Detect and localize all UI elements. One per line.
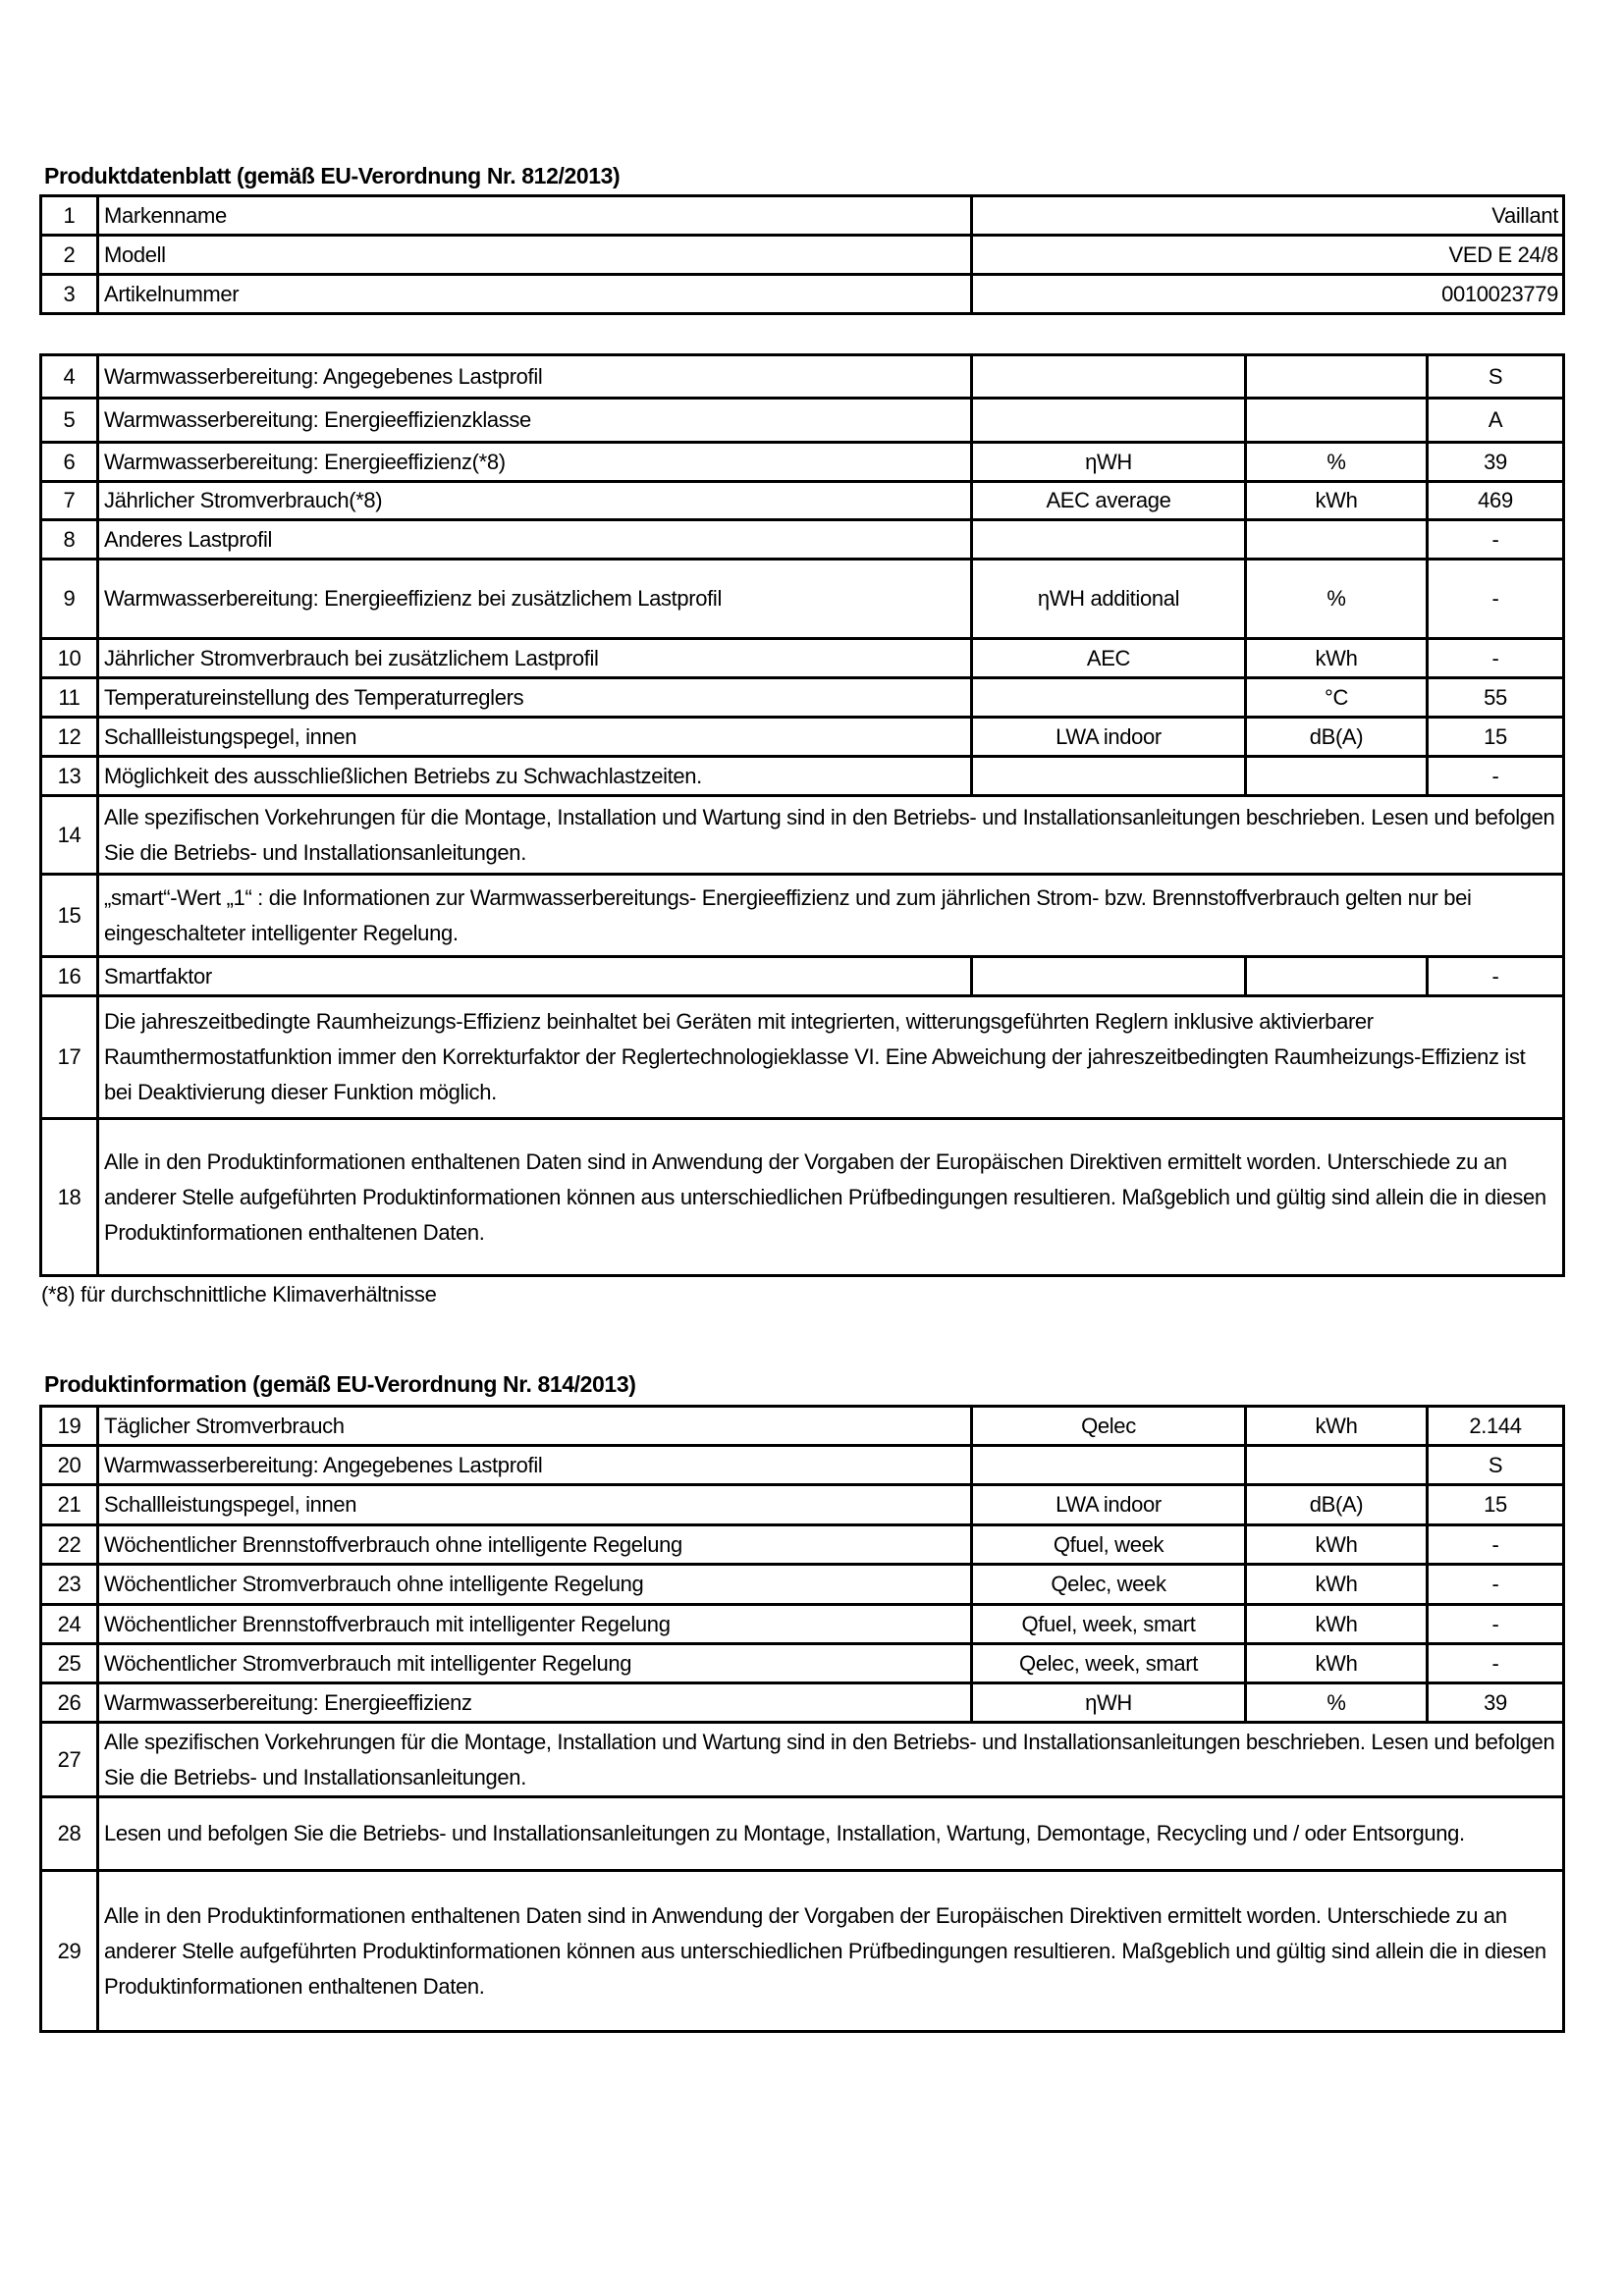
row-unit: kWh bbox=[1246, 1407, 1428, 1446]
row-symbol: ηWH bbox=[972, 1683, 1246, 1723]
row-unit: % bbox=[1246, 560, 1428, 639]
row-number: 1 bbox=[41, 196, 98, 236]
row-number: 2 bbox=[41, 236, 98, 275]
row-label: Temperatureinstellung des Temperaturreglers bbox=[98, 678, 972, 718]
row-symbol: Qfuel, week, smart bbox=[972, 1605, 1246, 1644]
row-number: 16 bbox=[41, 957, 98, 996]
row-unit: kWh bbox=[1246, 482, 1428, 520]
row-label: Jährlicher Stromverbrauch bei zusätzlichem Lastprofil bbox=[98, 639, 972, 678]
table-row bbox=[41, 560, 1564, 639]
table-row-note bbox=[41, 1797, 1564, 1871]
table-row bbox=[41, 355, 1564, 399]
row-symbol: Qelec, week bbox=[972, 1565, 1246, 1605]
row-number: 18 bbox=[41, 1119, 98, 1276]
row-symbol bbox=[972, 520, 1246, 560]
row-unit: % bbox=[1246, 1683, 1428, 1723]
row-number: 4 bbox=[41, 355, 98, 399]
row-number: 7 bbox=[41, 482, 98, 520]
row-symbol: ηWH bbox=[972, 443, 1246, 482]
row-symbol: LWA indoor bbox=[972, 1485, 1246, 1525]
row-value: 39 bbox=[1428, 443, 1564, 482]
row-note-text: Alle in den Produktinformationen enthaltenen Daten sind in Anwendung der Vorgaben der Europäischen Direktiven ermittelt worden. Unterschiede zu an anderer Stelle aufgeführten Produktinformationen können aus unterschiedlichen Prüfbedingungen resultieren. Maßgeblich und gültig sind allein die in diesen Produktinformationen enthaltenen Daten. bbox=[98, 1871, 1564, 2032]
row-note-text: Lesen und befolgen Sie die Betriebs- und Installationsanleitungen zu Montage, Installation, Wartung, Demontage, Recycling und / oder Entsorgung. bbox=[98, 1797, 1564, 1871]
row-value: S bbox=[1428, 355, 1564, 399]
table-row bbox=[41, 399, 1564, 443]
table-row bbox=[41, 1485, 1564, 1525]
row-label: Wöchentlicher Brennstoffverbrauch ohne intelligente Regelung bbox=[98, 1525, 972, 1565]
row-note-text: Die jahreszeitbedingte Raumheizungs-Effizienz beinhaltet bei Geräten mit integrierten, witterungsgeführten Reglern inklusive aktivierbarer Raumthermostatfunktion immer den Korrekturfaktor der Reglertechnologieklasse VI. Eine Abweichung der jahreszeitbedingten Raumheizungs-Effizienz ist bei Deaktivierung dieser Funktion möglich. bbox=[98, 996, 1564, 1119]
row-label: Schallleistungspegel, innen bbox=[98, 1485, 972, 1525]
row-value: - bbox=[1428, 520, 1564, 560]
row-number: 13 bbox=[41, 757, 98, 796]
row-number: 20 bbox=[41, 1446, 98, 1485]
row-value: - bbox=[1428, 1644, 1564, 1683]
table-row bbox=[41, 1525, 1564, 1565]
row-unit: kWh bbox=[1246, 1644, 1428, 1683]
row-label: Schallleistungspegel, innen bbox=[98, 718, 972, 757]
table-row-note bbox=[41, 1723, 1564, 1797]
row-number: 8 bbox=[41, 520, 98, 560]
row-label: Markenname bbox=[98, 196, 972, 236]
row-symbol: AEC bbox=[972, 639, 1246, 678]
table-row bbox=[41, 639, 1564, 678]
row-unit: dB(A) bbox=[1246, 718, 1428, 757]
row-label: Warmwasserbereitung: Energieeffizienz bei zusätzlichem Lastprofil bbox=[98, 560, 972, 639]
row-unit bbox=[1246, 1446, 1428, 1485]
row-value: 39 bbox=[1428, 1683, 1564, 1723]
row-note-text: „smart“-Wert „1“ : die Informationen zur Warmwasserbereitungs- Energieeffizienz und zum jährlichen Strom- bzw. Brennstoffverbrauch gelten nur bei eingeschalteter intelligenter Regelung. bbox=[98, 875, 1564, 957]
row-value: - bbox=[1428, 1525, 1564, 1565]
row-label: Möglichkeit des ausschließlichen Betriebs zu Schwachlastzeiten. bbox=[98, 757, 972, 796]
row-value: - bbox=[1428, 957, 1564, 996]
row-label: Wöchentlicher Stromverbrauch mit intelligenter Regelung bbox=[98, 1644, 972, 1683]
section2-title: Produktinformation (gemäß EU-Verordnung Nr. 814/2013) bbox=[44, 1371, 636, 1397]
table-row-note bbox=[41, 796, 1564, 875]
row-note-text: Alle in den Produktinformationen enthaltenen Daten sind in Anwendung der Vorgaben der Europäischen Direktiven ermittelt worden. Unterschiede zu an anderer Stelle aufgeführten Produktinformationen können aus unterschiedlichen Prüfbedingungen resultieren. Maßgeblich und gültig sind allein die in diesen Produktinformationen enthaltenen Daten. bbox=[98, 1119, 1564, 1276]
row-unit: kWh bbox=[1246, 1605, 1428, 1644]
article-number-value: 0010023779 bbox=[972, 275, 1564, 314]
row-value: - bbox=[1428, 639, 1564, 678]
row-unit bbox=[1246, 757, 1428, 796]
row-symbol: AEC average bbox=[972, 482, 1246, 520]
datasheet-table bbox=[39, 353, 1565, 1277]
table-row-note bbox=[41, 875, 1564, 957]
table-row bbox=[41, 1565, 1564, 1605]
row-value: 2.144 bbox=[1428, 1407, 1564, 1446]
row-value: 469 bbox=[1428, 482, 1564, 520]
row-unit: kWh bbox=[1246, 639, 1428, 678]
row-symbol: Qelec bbox=[972, 1407, 1246, 1446]
row-value: 55 bbox=[1428, 678, 1564, 718]
row-symbol: ηWH additional bbox=[972, 560, 1246, 639]
row-value: 15 bbox=[1428, 718, 1564, 757]
row-number: 25 bbox=[41, 1644, 98, 1683]
row-number: 10 bbox=[41, 639, 98, 678]
table-row bbox=[41, 482, 1564, 520]
row-label: Täglicher Stromverbrauch bbox=[98, 1407, 972, 1446]
row-note-text: Alle spezifischen Vorkehrungen für die Montage, Installation und Wartung sind in den Betriebs- und Installationsanleitungen beschrieben. Lesen und befolgen Sie die Betriebs- und Installationsanleitungen. bbox=[98, 796, 1564, 875]
row-label: Wöchentlicher Stromverbrauch ohne intelligente Regelung bbox=[98, 1565, 972, 1605]
row-label: Smartfaktor bbox=[98, 957, 972, 996]
row-unit bbox=[1246, 957, 1428, 996]
table-row bbox=[41, 236, 1564, 275]
table-row-note bbox=[41, 1871, 1564, 2032]
row-value: 15 bbox=[1428, 1485, 1564, 1525]
row-label: Warmwasserbereitung: Energieeffizienz(*8) bbox=[98, 443, 972, 482]
row-label: Warmwasserbereitung: Energieeffizienzklasse bbox=[98, 399, 972, 443]
row-symbol bbox=[972, 757, 1246, 796]
row-unit bbox=[1246, 520, 1428, 560]
table-row bbox=[41, 1644, 1564, 1683]
row-value: - bbox=[1428, 560, 1564, 639]
row-unit bbox=[1246, 355, 1428, 399]
row-label: Jährlicher Stromverbrauch(*8) bbox=[98, 482, 972, 520]
row-unit: kWh bbox=[1246, 1565, 1428, 1605]
product-info-table bbox=[39, 1405, 1565, 2033]
row-number: 22 bbox=[41, 1525, 98, 1565]
row-number: 27 bbox=[41, 1723, 98, 1797]
row-label: Warmwasserbereitung: Angegebenes Lastprofil bbox=[98, 355, 972, 399]
row-symbol bbox=[972, 957, 1246, 996]
row-value: - bbox=[1428, 1605, 1564, 1644]
row-number: 23 bbox=[41, 1565, 98, 1605]
row-number: 11 bbox=[41, 678, 98, 718]
table-row bbox=[41, 1407, 1564, 1446]
row-value: S bbox=[1428, 1446, 1564, 1485]
footnote: (*8) für durchschnittliche Klimaverhältnisse bbox=[41, 1282, 437, 1307]
row-symbol bbox=[972, 399, 1246, 443]
row-number: 19 bbox=[41, 1407, 98, 1446]
row-label: Wöchentlicher Brennstoffverbrauch mit intelligenter Regelung bbox=[98, 1605, 972, 1644]
table-row-note bbox=[41, 1119, 1564, 1276]
row-label: Modell bbox=[98, 236, 972, 275]
row-number: 3 bbox=[41, 275, 98, 314]
table-row bbox=[41, 196, 1564, 236]
model-value: VED E 24/8 bbox=[972, 236, 1564, 275]
identity-table bbox=[39, 194, 1565, 315]
row-symbol: LWA indoor bbox=[972, 718, 1246, 757]
row-symbol bbox=[972, 678, 1246, 718]
table-row bbox=[41, 1605, 1564, 1644]
row-number: 15 bbox=[41, 875, 98, 957]
row-symbol: Qfuel, week bbox=[972, 1525, 1246, 1565]
table-row bbox=[41, 520, 1564, 560]
table-row bbox=[41, 718, 1564, 757]
table-row bbox=[41, 957, 1564, 996]
row-label: Anderes Lastprofil bbox=[98, 520, 972, 560]
table-row bbox=[41, 678, 1564, 718]
row-unit: dB(A) bbox=[1246, 1485, 1428, 1525]
row-symbol bbox=[972, 1446, 1246, 1485]
table-row bbox=[41, 443, 1564, 482]
row-value: - bbox=[1428, 1565, 1564, 1605]
row-symbol bbox=[972, 355, 1246, 399]
row-symbol: Qelec, week, smart bbox=[972, 1644, 1246, 1683]
row-number: 24 bbox=[41, 1605, 98, 1644]
row-unit bbox=[1246, 399, 1428, 443]
row-value: - bbox=[1428, 757, 1564, 796]
row-number: 28 bbox=[41, 1797, 98, 1871]
row-number: 5 bbox=[41, 399, 98, 443]
row-number: 9 bbox=[41, 560, 98, 639]
row-label: Warmwasserbereitung: Energieeffizienz bbox=[98, 1683, 972, 1723]
row-number: 26 bbox=[41, 1683, 98, 1723]
table-row bbox=[41, 1446, 1564, 1485]
row-number: 17 bbox=[41, 996, 98, 1119]
table-row bbox=[41, 275, 1564, 314]
table-row bbox=[41, 757, 1564, 796]
brand-name-value: Vaillant bbox=[972, 196, 1564, 236]
row-unit: kWh bbox=[1246, 1525, 1428, 1565]
row-number: 29 bbox=[41, 1871, 98, 2032]
row-number: 12 bbox=[41, 718, 98, 757]
row-number: 21 bbox=[41, 1485, 98, 1525]
row-value: A bbox=[1428, 399, 1564, 443]
row-label: Warmwasserbereitung: Angegebenes Lastprofil bbox=[98, 1446, 972, 1485]
row-note-text: Alle spezifischen Vorkehrungen für die Montage, Installation und Wartung sind in den Betriebs- und Installationsanleitungen beschrieben. Lesen und befolgen Sie die Betriebs- und Installationsanleitungen. bbox=[98, 1723, 1564, 1797]
row-unit: °C bbox=[1246, 678, 1428, 718]
row-unit: % bbox=[1246, 443, 1428, 482]
row-number: 14 bbox=[41, 796, 98, 875]
row-label: Artikelnummer bbox=[98, 275, 972, 314]
table-row bbox=[41, 1683, 1564, 1723]
section1-title: Produktdatenblatt (gemäß EU-Verordnung Nr. 812/2013) bbox=[44, 163, 621, 188]
row-number: 6 bbox=[41, 443, 98, 482]
table-row-note bbox=[41, 996, 1564, 1119]
